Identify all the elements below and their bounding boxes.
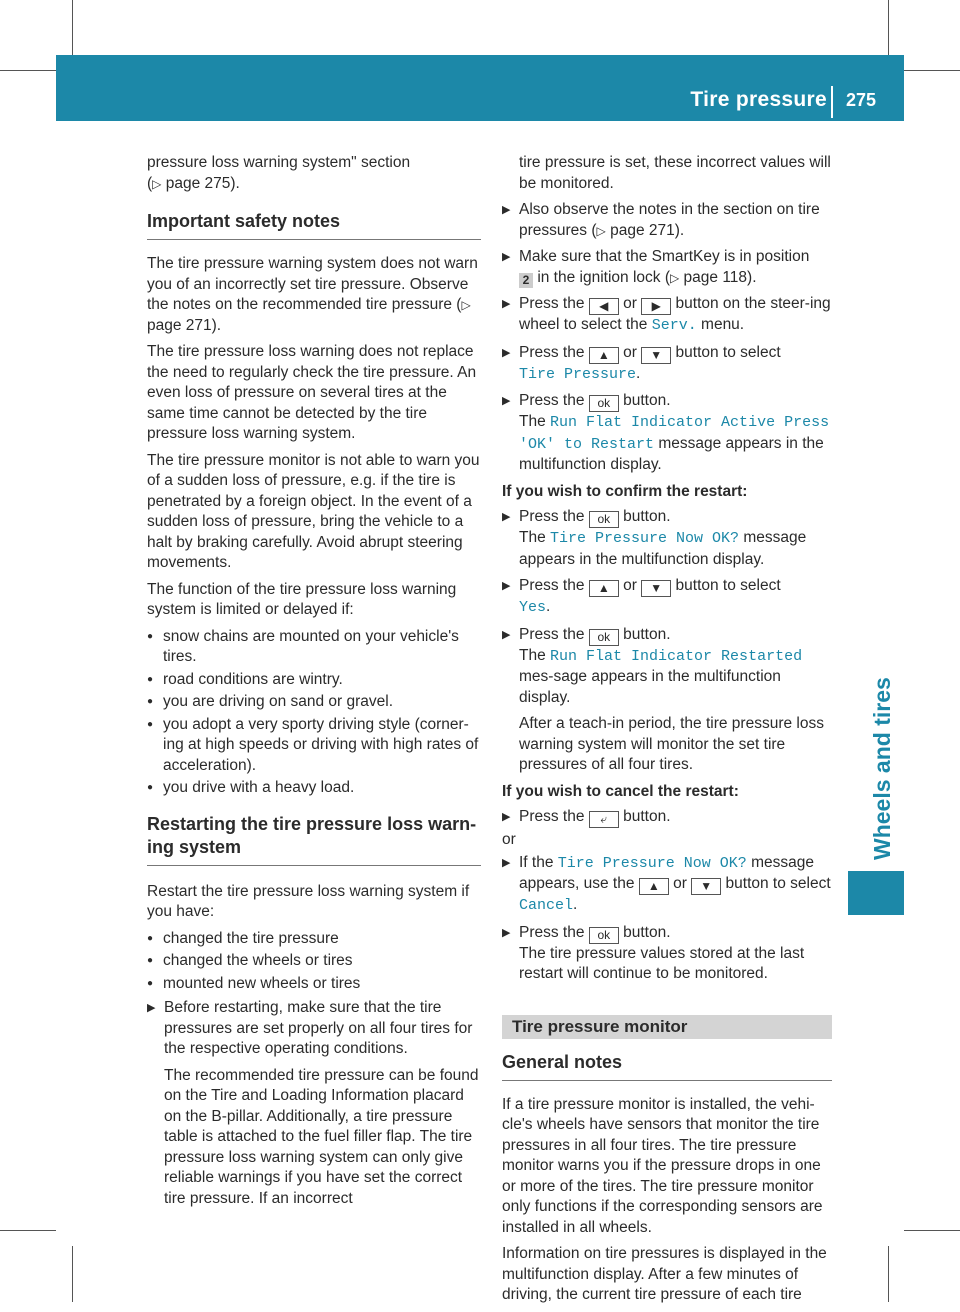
page-ref[interactable]: page 271).	[610, 221, 685, 239]
crop-mark	[888, 1246, 889, 1302]
subheading-confirm: If you wish to confirm the restart:	[502, 482, 748, 500]
list-item: ● changed the wheels or tires	[147, 951, 481, 972]
text: button.	[623, 392, 671, 409]
safety-paragraph: The tire pressure loss warning does not replace the need to regularly check the tire pressure. An even loss of pressure on several tires at the same time cannot be detected by the tire pressure loss warning system.	[147, 343, 477, 442]
ok-button-icon: ok	[589, 927, 619, 944]
section-heading-general: General notes	[502, 1051, 832, 1081]
safety-paragraph: The tire pressure monitor is not able to warn you of a sudden loss of pressure, e.g. if the tire is penetrated by a foreign object. In the event of a sudden loss of pressure, bring the vehicle to a halt by braking carefully. Avoid abrupt steering movements.	[147, 451, 480, 571]
step	[502, 200, 832, 241]
step	[502, 507, 832, 570]
text: in the ignition lock (	[537, 268, 670, 286]
text: button to select	[675, 577, 781, 594]
step: ▶ Press the ▲ or ▼ button to select Yes.	[502, 576, 832, 619]
text: Make sure that the SmartKey is in position	[519, 248, 810, 265]
crop-mark	[904, 1230, 960, 1231]
text: button.	[623, 923, 671, 941]
right-arrow-button-icon: ▶	[641, 298, 671, 315]
continued-paragraph: tire pressure is set, these incorrect values will be monitored.	[519, 154, 831, 192]
text: Also observe the notes in the section on tire pressures (	[519, 201, 820, 239]
subheading-cancel: If you wish to cancel the restart:	[502, 782, 739, 800]
header-separator	[831, 86, 833, 118]
safety-paragraph: The function of the tire pressure loss warning system is limited or delayed if:	[147, 580, 457, 618]
up-arrow-button-icon: ▲	[589, 580, 619, 597]
heading-line: ing system	[147, 836, 242, 857]
text: or	[623, 343, 637, 361]
list-item: ● mounted new wheels or tires	[147, 974, 481, 995]
text: button.	[623, 625, 671, 643]
step: ▶ If the Tire Pressure Now OK? message appears, use the ▲ or ▼ button to select Cancel.	[502, 853, 832, 917]
down-arrow-button-icon: ▼	[641, 347, 671, 364]
crop-mark	[0, 1230, 56, 1231]
text: The	[519, 529, 546, 546]
crop-mark	[888, 0, 889, 56]
crop-mark	[0, 70, 56, 71]
text: or	[623, 577, 637, 594]
display-text: Tire Pressure Now OK?	[557, 854, 747, 872]
left-column	[147, 153, 481, 1215]
section-heading-safety: Important safety notes	[147, 210, 481, 240]
display-text: 'OK' to Restart	[519, 435, 655, 453]
step-note: The recommended tire pressure can be found on the Tire and Loading Information placard on the B-pillar. Additionally, a tire pressure table is attached to the fuel filler flap. The tire pressure loss warning system can only give reliable warnings if you have set the correct tire pressure. If an incorrect	[164, 1066, 479, 1207]
heading-line: Restarting the tire pressure loss warn-	[147, 813, 477, 834]
left-arrow-button-icon: ◀	[589, 298, 619, 315]
down-arrow-button-icon: ▼	[691, 878, 721, 895]
step-note: After a teach-in period, the tire pressure loss warning system will monitor the set tire pressures of all four tires.	[519, 715, 824, 773]
page-ref[interactable]: page 275).	[165, 174, 240, 192]
general-paragraph: If a tire pressure monitor is installed, the vehi-cle's wheels have sensors that monitor the tire pressures in all four tires. The tire pressure monitor warns you if the pressure drops in one or more of the tires. The tire pressure monitor only functions if the corresponding sensors are installed in all wheels.	[502, 1095, 823, 1236]
display-text: Serv.	[651, 317, 697, 334]
page-ref[interactable]: page 118).	[683, 268, 757, 286]
text: or	[673, 875, 687, 892]
text: message appears in the multifunction display.	[519, 529, 807, 568]
text: Press the	[519, 392, 585, 409]
right-column	[502, 153, 832, 1312]
step	[502, 294, 832, 337]
general-paragraph: Information on tire pressures is displayed in the multifunction display. After a few minutes of driving, the current tire pressure of each tire	[502, 1245, 827, 1303]
display-text: Tire Pressure	[519, 365, 637, 383]
restart-paragraph: Restart the tire pressure loss warning system if you have:	[147, 882, 470, 920]
text: Press the	[519, 808, 585, 825]
crop-mark	[72, 0, 73, 56]
text: Press the	[519, 625, 585, 643]
text: button.	[623, 808, 671, 825]
arrow-icon: ▷	[461, 298, 471, 312]
display-text: Run Flat Indicator Active Press	[550, 414, 830, 431]
crop-mark	[72, 1246, 73, 1302]
text: or	[623, 295, 637, 312]
ok-button-icon: ok	[589, 511, 619, 528]
down-arrow-button-icon: ▼	[641, 580, 671, 597]
safety-paragraph	[147, 254, 481, 336]
safety-bullets	[147, 627, 481, 799]
step	[502, 391, 832, 476]
text: button on the steer-ing wheel to select the	[519, 295, 831, 333]
section-heading-monitor: Tire pressure monitor	[502, 1015, 832, 1039]
side-tab-label: Wheels and tires	[869, 677, 895, 860]
side-tab-box	[848, 871, 904, 915]
text: The	[519, 646, 546, 664]
step: ▶ Before restarting, make sure that the tire pressures are set properly on all four tires for the respective operating conditions.	[147, 998, 481, 1060]
list-item: ● changed the tire pressure	[147, 929, 481, 950]
arrow-icon: ▷	[670, 270, 680, 285]
list-item: ● you drive with a heavy load.	[147, 778, 481, 799]
text: mes-sage appears in the multifunction display.	[519, 668, 781, 706]
position-2-icon: 2	[519, 273, 533, 288]
text: The tire pressure warning system does not warn you of an incorrectly set tire pressure. Observe the notes on the recommended tire pressure (	[147, 255, 478, 313]
text: The tire pressure values stored at the last restart will continue to be monitored.	[519, 944, 805, 982]
page-title: Tire pressure	[690, 88, 827, 111]
text: Press the	[519, 295, 585, 312]
text: menu.	[701, 316, 745, 333]
up-arrow-button-icon: ▲	[589, 347, 619, 364]
text: button to select	[725, 875, 831, 892]
text: Press the	[519, 923, 585, 941]
text: button to select	[675, 343, 781, 361]
arrow-icon: ▷	[152, 176, 162, 191]
ok-button-icon: ok	[589, 395, 619, 412]
intro-line: pressure loss warning system" section	[147, 154, 411, 171]
section-heading-restart	[147, 813, 481, 866]
display-text: Yes	[519, 599, 547, 616]
display-text: Tire Pressure Now OK?	[550, 530, 740, 547]
intro: pressure loss warning system" section (▷ page 275).	[147, 154, 411, 192]
list-item: ● you are driving on sand or gravel.	[147, 692, 481, 713]
display-text: Run Flat Indicator Restarted	[550, 647, 803, 665]
up-arrow-button-icon: ▲	[639, 878, 669, 895]
page-ref[interactable]: page 271).	[147, 316, 222, 334]
crop-mark	[904, 70, 960, 71]
text: Press the	[519, 577, 585, 594]
step	[502, 247, 832, 288]
text: If the	[519, 853, 554, 871]
restart-bullets	[147, 929, 481, 995]
list-item: ● road conditions are wintry.	[147, 670, 481, 691]
step	[502, 625, 832, 709]
back-button-icon: ⤶	[589, 811, 619, 828]
step	[502, 923, 832, 985]
arrow-icon: ▷	[596, 223, 606, 238]
list-item: ● snow chains are mounted on your vehicle's tires.	[147, 627, 481, 668]
or-text: or	[502, 831, 516, 848]
text: The	[519, 413, 546, 430]
text: message appears in the multifunction display.	[519, 434, 824, 473]
ok-button-icon: ok	[589, 629, 619, 646]
text: button.	[623, 508, 671, 525]
page-number: 275	[846, 90, 877, 110]
text: Press the	[519, 508, 585, 525]
text: Press the	[519, 343, 585, 361]
list-item: ● you adopt a very sporty driving style (corner-ing at high speeds or driving with high rates of acceleration).	[147, 715, 481, 777]
step: ▶ Press the ▲ or ▼ button to select Tire Pressure.	[502, 343, 832, 386]
text: message appears, use the	[519, 853, 815, 892]
display-text: Cancel	[519, 897, 574, 914]
step	[502, 807, 832, 828]
